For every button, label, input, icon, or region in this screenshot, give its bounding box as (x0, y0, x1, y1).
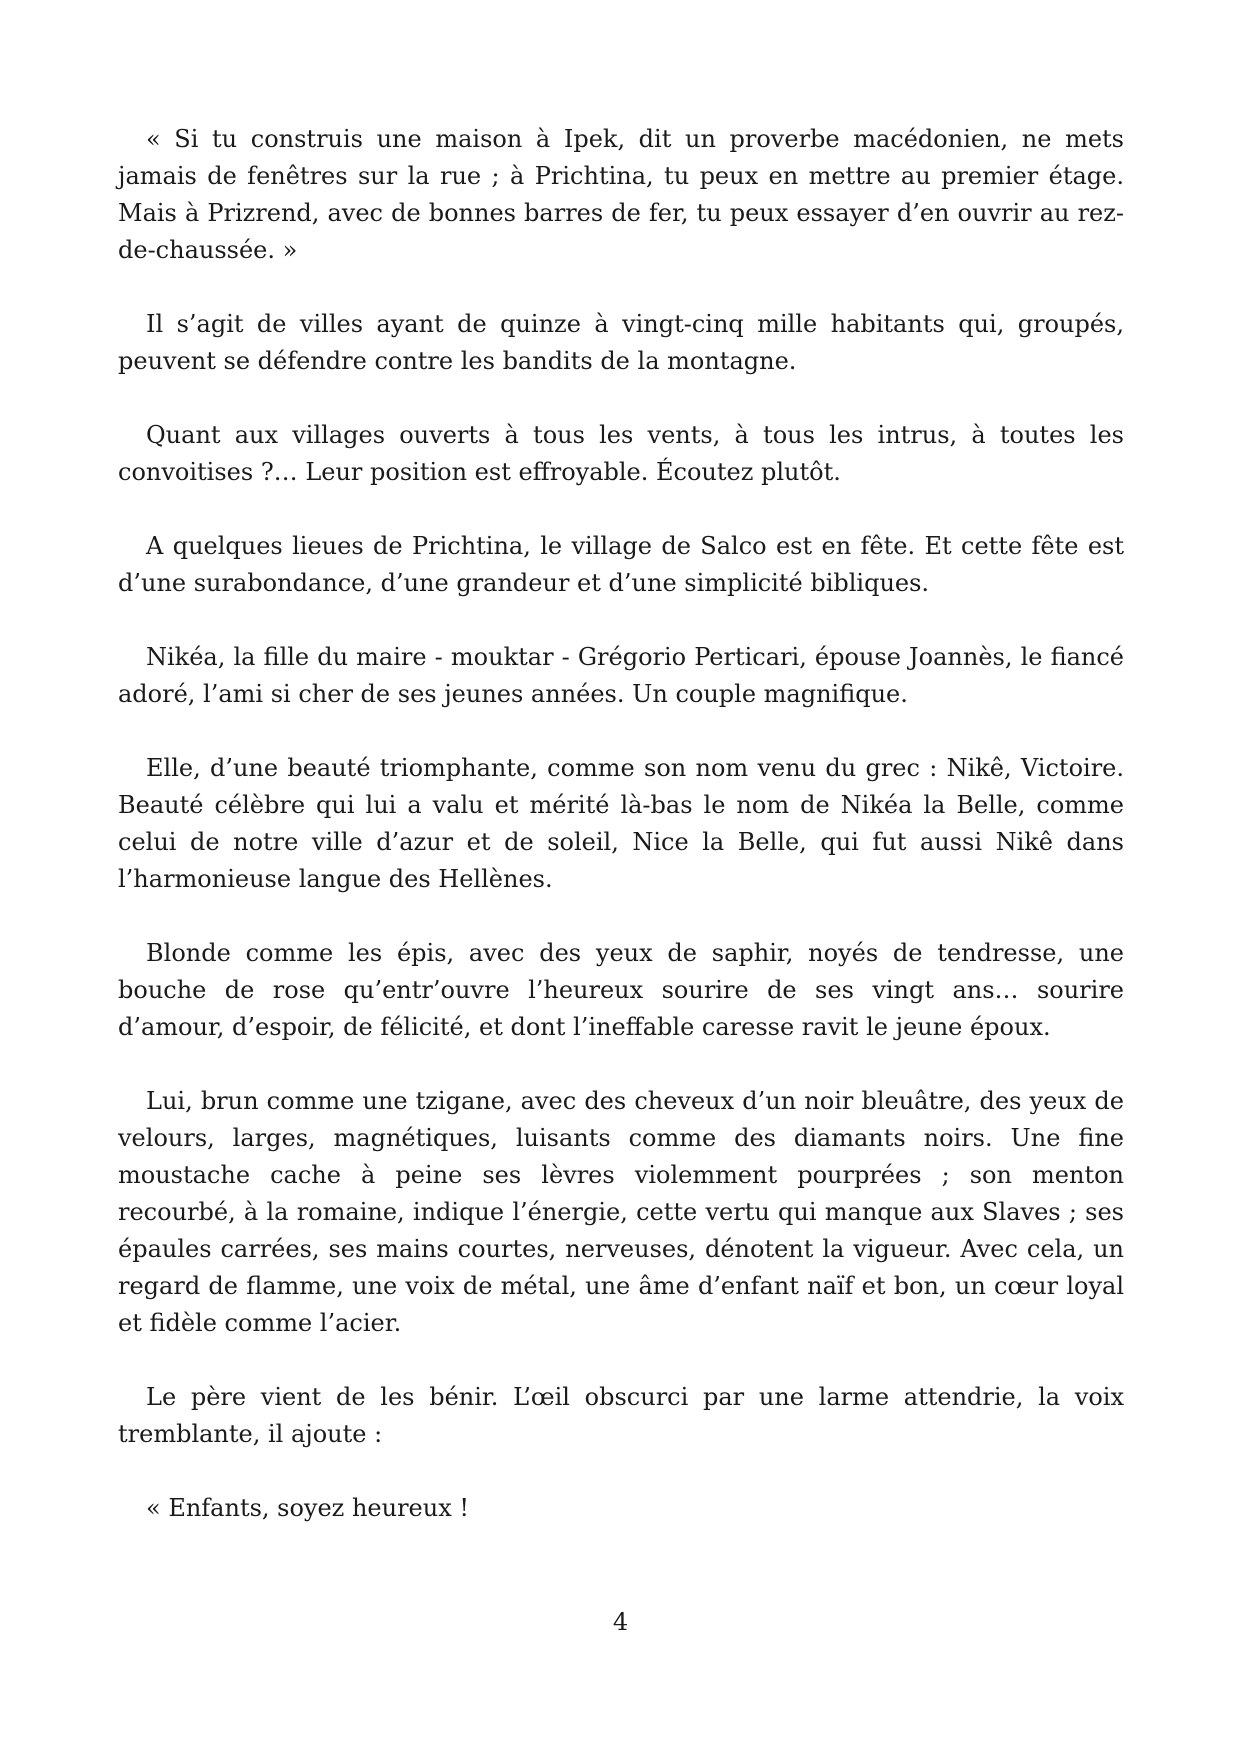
paragraph-pere: Le père vient de les bénir. L’œil obscurci par une larme attendrie, la voix tremblante, il ajoute : (118, 1383, 1124, 1448)
paragraph-salco: A quelques lieues de Prichtina, le village de Salco est en fête. Et cette fête est d’une surabondance, d’une grandeur et d’une simplicité bibliques. (118, 532, 1124, 597)
body-text (118, 121, 1124, 1527)
paragraph-villes: Il s’agit de villes ayant de quinze à vingt-cinq mille habitants qui, groupés, peuvent se défendre contre les bandits de la montagne. (118, 310, 1124, 375)
paragraph-proverb: « Si tu construis une maison à Ipek, dit un proverbe macédonien, ne mets jamais de fenêtres sur la rue ; à Prichtina, tu peux en mettre au premier étage. Mais à Prizrend, avec de bonnes barres de fer, tu peux essayer d’en ouvrir au rez-de-chaussée. » (118, 125, 1124, 264)
paragraph-elle: Elle, d’une beauté triomphante, comme son nom venu du grec : Nikê, Victoire. Beauté célèbre qui lui a valu et mérité là-bas le nom de Nikéa la Belle, comme celui de notre ville d’azur et de soleil, Nice la Belle, qui fut aussi Nikê dans l’harmonieuse langue des Hellènes. (118, 754, 1124, 893)
paragraph-lui: Lui, brun comme une tzigane, avec des cheveux d’un noir bleuâtre, des yeux de velours, larges, magnétiques, luisants comme des diamants noirs. Une fine moustache cache à peine ses lèvres violemment pourprées ; son menton recourbé, à la romaine, indique l’énergie, cette vertu qui manque aux Slaves ; ses épaules carrées, ses mains courtes, nerveuses, dénotent la vigueur. Avec cela, un regard de flamme, une voix de métal, une âme d’enfant naïf et bon, un cœur loyal et fidèle comme l’acier. (118, 1087, 1124, 1337)
page-number: 4 (612, 1608, 629, 1636)
paragraph-blonde: Blonde comme les épis, avec des yeux de saphir, noyés de tendresse, une bouche de rose qu’entr’ouvre l’heureux sourire de ses vingt ans… sourire d’amour, d’espoir, de félicité, et dont l’ineffable caresse ravit le jeune époux. (118, 939, 1124, 1041)
paragraph-villages: Quant aux villages ouverts à tous les vents, à tous les intrus, à toutes les convoitises ?… Leur position est effroyable. Écoutez plutôt. (118, 421, 1124, 486)
paragraph-enfants: « Enfants, soyez heureux ! (146, 1494, 470, 1522)
paragraph-nikea: Nikéa, la fille du maire - mouktar - Grégorio Perticari, épouse Joannès, le fiancé adoré, l’ami si cher de ses jeunes années. Un couple magnifique. (118, 643, 1124, 708)
